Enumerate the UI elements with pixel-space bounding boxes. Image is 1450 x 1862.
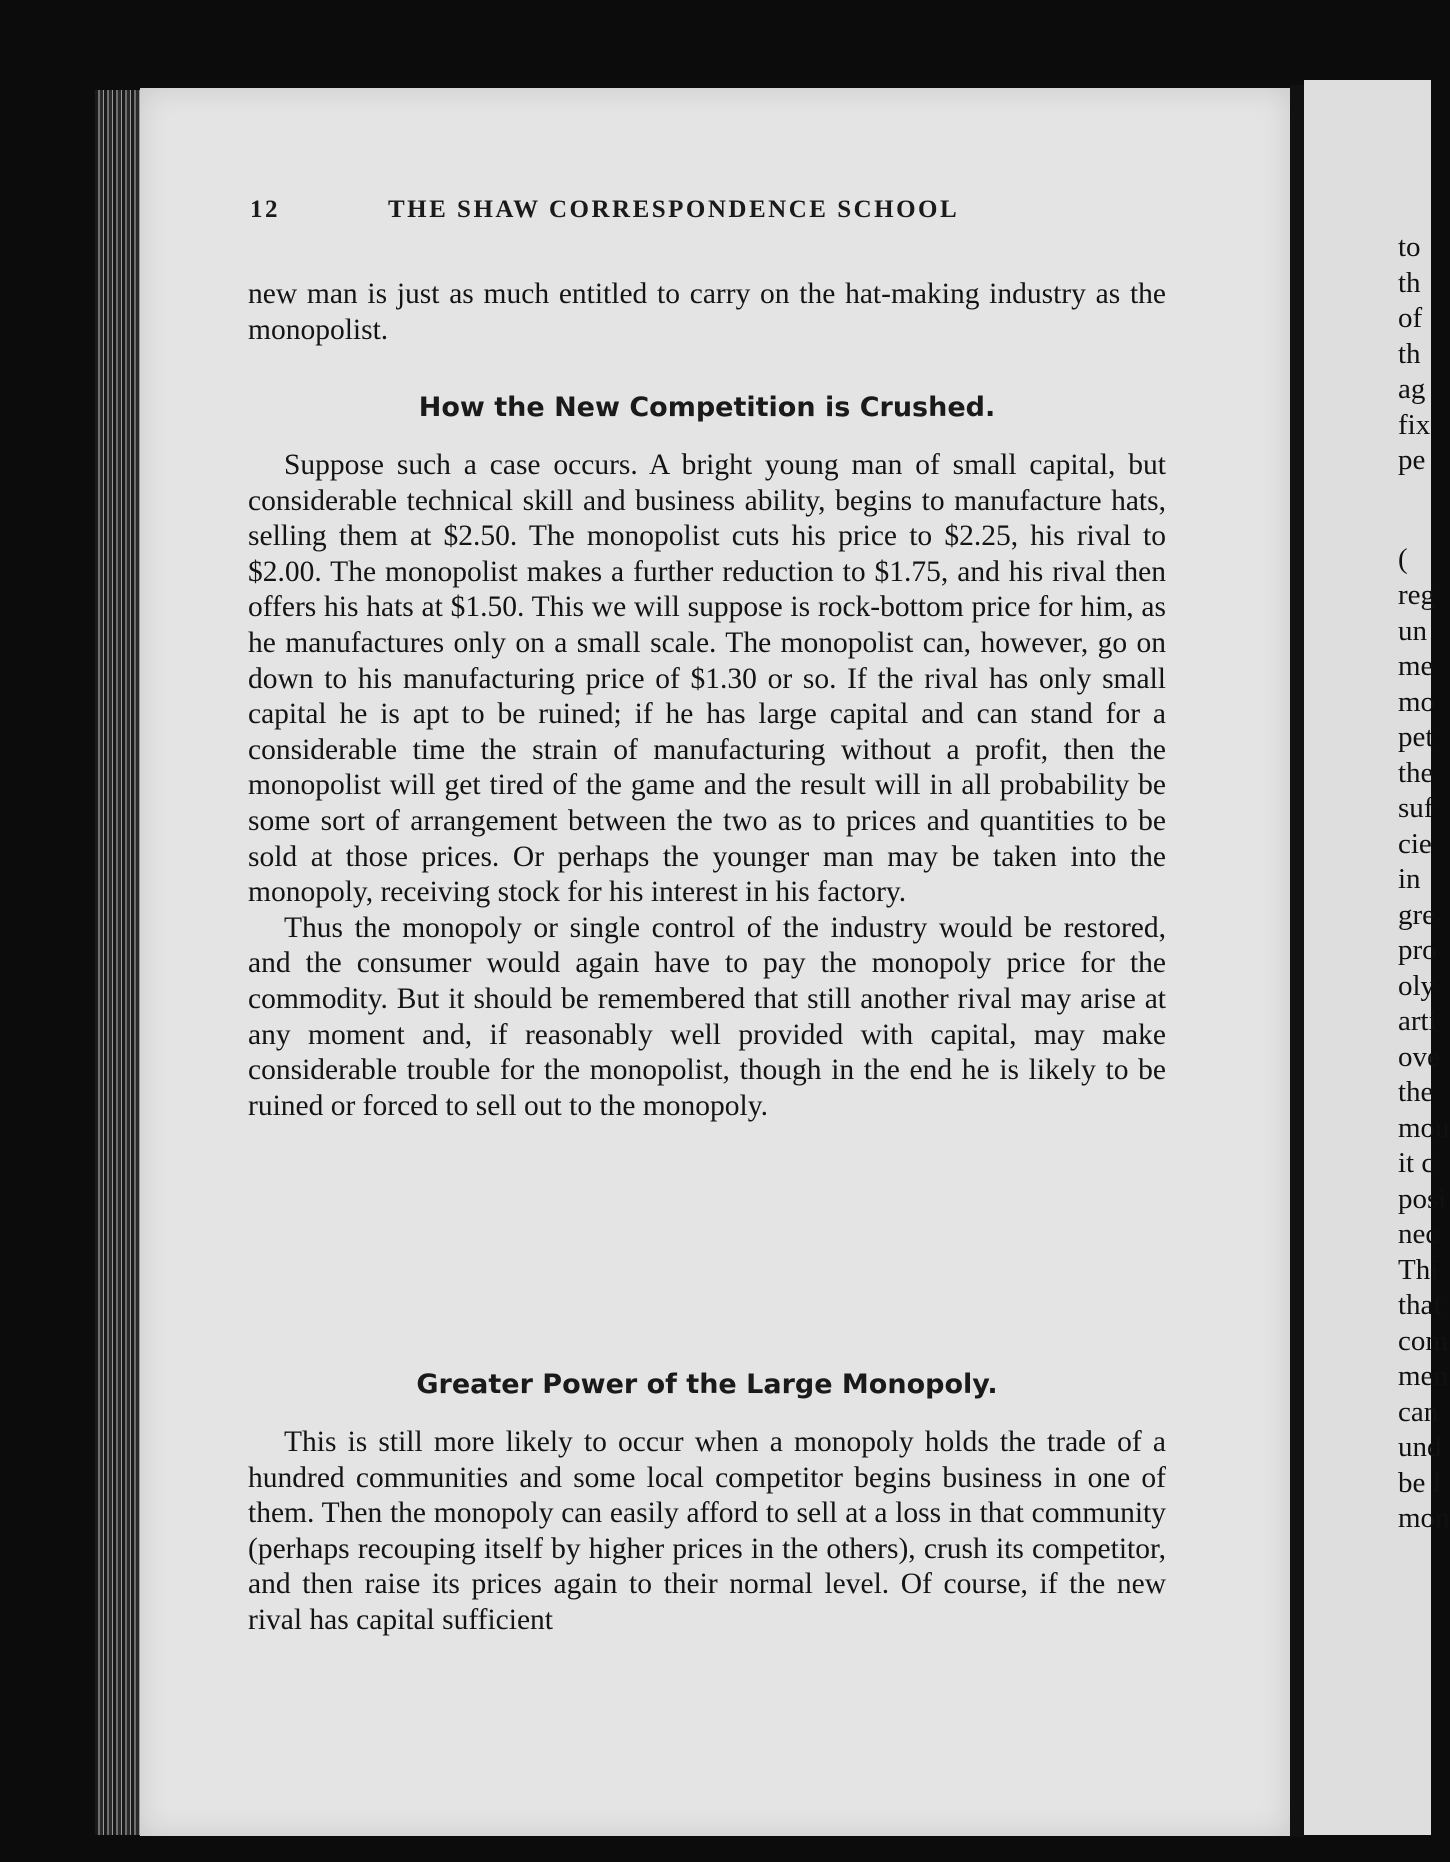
- section-large-monopoly: [248, 1425, 1166, 1639]
- adjacent-page-top-fragments: to th of th ag fix pe: [1398, 231, 1431, 476]
- opening-paragraph: [248, 277, 1166, 348]
- section-competition-crushed: [248, 448, 1166, 1124]
- running-head: [250, 196, 1030, 224]
- paragraph: This is still more likely to occur when a monopoly holds the trade of a hundred communities and some local competitor begins business in one of them. Then the monopoly can easily afford to sell at a loss in that community (perhaps recouping itself by higher prices in the others), crush its competitor, and then raise its prices again to their normal level. Of course, if the new rival has capital sufficient: [248, 1426, 1166, 1636]
- paragraph: Suppose such a case occurs. A bright young man of small capital, but considerable technical skill and business ability, begins to manufacture hats, selling them at $2.50. The monopolist cuts his price to $2.25, his rival to $2.00. The monopolist makes a further reduction to $1.75, and his rival then offers his hats at $1.50. This we will suppose is rock-bottom price for him, as he manufactures only on a small scale. The monopolist can, however, go on down to his manufacturing price of $1.30 or so. If the rival has only small capital he is apt to be ruined; if he has large capital and can stand for a considerable time the strain of manufacturing without a profit, then the monopolist will get tired of the game and the result will in all probability be some sort of arrangement between the two as to prices and quantities to be sold at those prices. Or perhaps the younger man may be taken into the monopoly, receiving stock for his interest in his factory.: [248, 449, 1166, 909]
- adjacent-page: [1304, 80, 1450, 1835]
- page-number: 12: [250, 196, 280, 223]
- adjacent-page-mid-fragment: (: [1398, 543, 1408, 575]
- running-title: THE SHAW CORRESPONDENCE SCHOOL: [388, 196, 960, 223]
- page-gutter: [1290, 85, 1304, 1837]
- section-heading-large-monopoly: Greater Power of the Large Monopoly.: [416, 1369, 998, 1400]
- section-heading-competition-crushed: How the New Competition is Crushed.: [418, 392, 996, 423]
- paragraph: new man is just as much entitled to carry on the hat-making industry as the monopolist.: [248, 278, 1166, 346]
- book-spine: [95, 90, 145, 1835]
- adjacent-page-bottom-fragments: reg un me mo pet the suf cie in gre pro oly arti ove the mou it c posi nec Thi that com men can und be l mon: [1398, 579, 1450, 1534]
- paragraph: Thus the monopoly or single control of the industry would be restored, and the consumer would again have to pay the monopoly price for the commodity. But it should be remembered that still another rival may arise at any moment and, if reasonably well provided with capital, may make considerable trouble for the monopolist, though in the end he is likely to be ruined or forced to sell out to the monopoly.: [248, 911, 1166, 1122]
